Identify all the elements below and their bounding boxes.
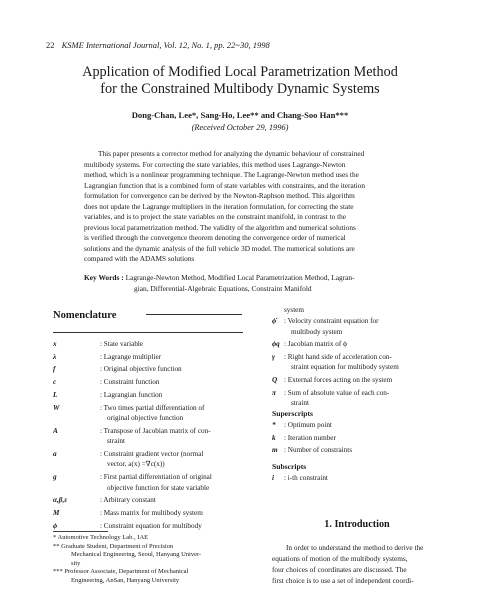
keywords-line-1: Lagrange-Newton Method, Modified Local Parametrization Method, Lagran- — [125, 273, 355, 282]
description-line: : Velocity constraint equation for — [284, 317, 379, 325]
description-line: : Iteration number — [284, 433, 336, 442]
nomenclature-symbol: * — [272, 421, 276, 429]
nomenclature-symbol: m — [272, 446, 278, 455]
intro-line: In order to understand the method to derive the — [286, 543, 424, 552]
description-line: : Constraint function — [100, 378, 160, 387]
nomenclature-symbol: a — [53, 449, 57, 458]
description-line: : Two times partial differentiation of — [100, 403, 205, 412]
description-line: : Arbitrary constant — [100, 496, 156, 505]
abstract-line: formulation for convergence can be derived by the Newton-Raphson method. This algorithm — [84, 191, 355, 200]
nomenclature-symbol: π — [272, 388, 276, 397]
nomenclature-symbol: W — [53, 403, 60, 412]
footnotes — [53, 534, 201, 586]
nomenclature-description — [284, 388, 389, 409]
footnote: * Automotive Technology Lab., IAE — [53, 534, 149, 541]
nomenclature-description — [284, 352, 399, 373]
keywords-label: Key Words : — [84, 273, 124, 282]
nomenclature-description — [100, 390, 162, 401]
footnote: Engineering, AnSan, Hanyang University — [71, 576, 180, 584]
footnote-rule — [53, 531, 108, 532]
introduction-text — [272, 542, 442, 586]
keywords — [84, 272, 424, 294]
description-line: : Lagrangian function — [100, 390, 163, 399]
nomenclature-symbol: c — [53, 378, 57, 387]
description-line: : Constraint equation for multibody — [100, 521, 202, 530]
page-number: 22 — [46, 40, 55, 50]
abstract-line: previous local parametrization method. The validity of the algorithm and numerical solutions — [84, 222, 356, 232]
nomenclature-symbol: L — [53, 390, 58, 399]
nomenclature-symbol: γ — [272, 352, 275, 361]
description-line: : Jacobian matrix of ϕ — [284, 340, 347, 349]
description-line: straint equation for multibody system — [291, 363, 399, 372]
intro-line: first choice is to use a set of independent coordi- — [272, 576, 414, 585]
superscripts-heading: Superscripts — [272, 409, 313, 418]
subscripts-heading: Subscripts — [272, 462, 307, 471]
nomenclature-description — [100, 403, 204, 424]
abstract-line: multibody systems. For correcting the state variables, this method uses Lagrange-Newton — [84, 159, 346, 169]
paper-title — [40, 64, 440, 98]
abstract-line: variables, and is to project the state variables on the constraint manifold, in contrast to the — [84, 212, 347, 221]
nomenclature-description — [100, 426, 211, 447]
nomenclature-symbol: i — [272, 474, 274, 482]
nomenclature-symbol: Q — [272, 376, 278, 385]
nomenclature-rule — [53, 332, 243, 333]
abstract-line: is verified through the convergence theorem denoting the convergence order of numerical — [84, 233, 346, 242]
nomenclature-description — [284, 375, 392, 386]
running-head — [46, 40, 270, 50]
nomenclature-description — [100, 508, 203, 519]
intro-line: equations of motion of the multibody systems, — [272, 554, 408, 563]
received-date: (Received October 29, 1996) — [191, 123, 289, 132]
title-line-1: Application of Modified Local Parametrization Method — [82, 64, 398, 80]
description-line: : Number of constraints — [284, 446, 353, 455]
description-line: objective function for state variable — [107, 483, 210, 492]
abstract-line: Lagrangian function that is a combined form of state variables with constraints, and the iteration — [84, 180, 366, 190]
section-heading: 1. Introduction — [324, 519, 390, 530]
nomenclature-symbol: g — [53, 473, 57, 482]
footnote: sity — [71, 559, 81, 567]
abstract-line: This paper presents a corrector method for analyzing the dynamic behaviour of constrained — [98, 149, 365, 158]
abstract — [84, 149, 406, 265]
nomenclature-symbol: α,β,ε — [53, 496, 68, 505]
nomenclature-description — [284, 339, 347, 350]
nomenclature-symbol: λ — [53, 352, 57, 361]
journal-citation: KSME International Journal, Vol. 12, No. 1, pp. 22~30, 1998 — [61, 40, 270, 50]
nomenclature-description — [100, 495, 156, 506]
description-line: : Lagrange multiplier — [100, 352, 162, 361]
footnote: Mechanical Engineering, Seoul, Hanyang Univer- — [71, 551, 202, 559]
description-line: multibody system — [291, 327, 343, 336]
nomenclature-description — [284, 473, 328, 484]
nomenclature-description — [100, 449, 203, 470]
description-line: vector, a(x) =∇c(x)) — [107, 460, 165, 469]
nomenclature-symbol: x — [53, 340, 57, 348]
nomenclature-description — [100, 352, 161, 363]
nomenclature-symbol: ϕ — [53, 521, 58, 530]
nomenclature-description — [100, 521, 202, 532]
description-line: : Right hand side of acceleration con- — [284, 352, 392, 361]
intro-line: four choices of coordinates are discussed. The — [272, 565, 407, 574]
description-line: : First partial differentiation of original — [100, 473, 212, 482]
title-line-2: for the Constrained Multibody Dynamic Systems — [100, 81, 380, 97]
nomenclature-heading: Nomenclature — [53, 310, 117, 321]
description-line: straint — [107, 437, 125, 446]
nomenclature-description — [284, 420, 332, 431]
footnote: *** Professor Associate, Department of Mechanical — [53, 568, 189, 576]
description-line: : Mass matrix for multibody system — [100, 509, 203, 517]
footnote: ** Graduate Student, Department of Precision — [53, 542, 174, 550]
nomenclature-symbol: ϕ̇ — [272, 317, 277, 325]
nomenclature-description — [100, 364, 182, 375]
abstract-line: method, which is a nonlinear programming technique. The Lagrange-Newton method uses the — [84, 170, 359, 179]
description-line: : i-th constraint — [284, 474, 328, 482]
description-line: : External forces acting on the system — [284, 376, 393, 385]
abstract-line: compared with the ADAMS solutions — [84, 254, 195, 263]
abstract-line: solutions and the dynamic analysis of the full vehicle 3D model. The numerical solutions are — [84, 243, 355, 253]
description-line: : State variable — [100, 340, 144, 348]
nomenclature-heading-rule — [146, 314, 242, 315]
nomenclature-description — [100, 339, 143, 350]
description-line: : Sum of absolute value of each con- — [284, 388, 390, 397]
nomenclature-symbol: M — [53, 509, 60, 517]
description-line: : Constraint gradient vector (normal — [100, 449, 204, 458]
description-line: : Original objective function — [100, 365, 182, 374]
nomenclature-description — [284, 433, 336, 444]
nomenclature-description — [100, 472, 212, 493]
nomenclature-symbol: A — [53, 426, 58, 435]
keywords-line-2: gian, Differential-Algebraic Equations, Constraint Manifold — [134, 284, 312, 293]
nomenclature-symbol: ϕq — [272, 340, 280, 349]
nomenclature-symbol: f — [53, 365, 56, 374]
description-line: : Transpose of Jacobian matrix of con- — [100, 426, 211, 435]
description-line: straint — [291, 399, 309, 408]
author-list: Dong-Chan, Lee*, Sang-Ho, Lee** and Chang-Soo Han*** — [131, 110, 349, 120]
description-line: : Optimum point — [284, 421, 332, 429]
abstract-line: does not update the Lagrange multipliers in the iteration formulation, for correcting the state — [84, 201, 354, 211]
nomenclature-description — [100, 377, 160, 388]
nomenclature-description — [284, 445, 352, 456]
description-line: original objective function — [107, 414, 184, 422]
nomenclature-description — [284, 316, 378, 337]
nomenclature-symbol: k — [272, 433, 276, 442]
